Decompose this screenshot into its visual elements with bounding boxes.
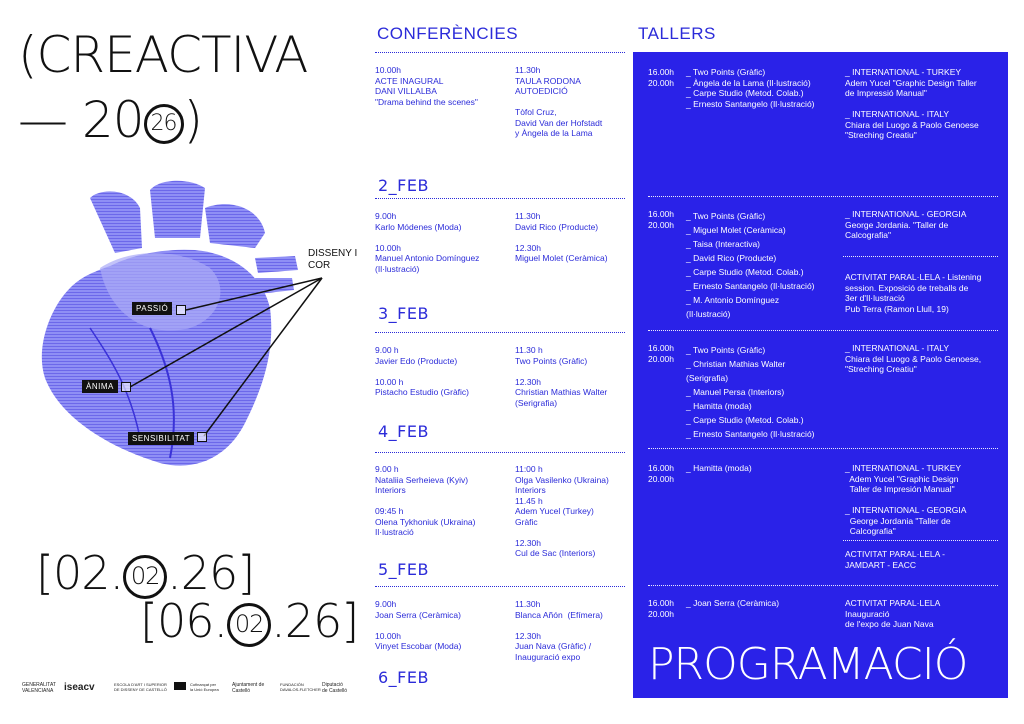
taller-list: _ Two Points (Gràfic) _ Àngela de la Lama (Il·lustració) _ Carpe Studio (Metod. Colab.) _ Ernesto Santangelo (Il·lustració) [686, 67, 815, 109]
title-line-1: (CREACTIVA [18, 26, 308, 84]
taller-list: _ Joan Serra (Ceràmica) [686, 598, 780, 608]
logo-generalitat: GENERALITAT VALENCIANA [22, 682, 56, 694]
taller-international: _ INTERNATIONAL - TURKEY Adem Yucel "Graphic Design Taller de Impressió Manual" _ INTERNATIONAL - ITALY Chiara del Luogo & Paolo Genoese "Streching Creatiu" [845, 67, 979, 140]
tallers-header: TALLERS [638, 24, 716, 43]
divider [375, 452, 625, 453]
day-label-5feb: 5_FEB [378, 560, 429, 579]
taller-time: 16.00h 20.00h [648, 598, 674, 619]
tag-box-anima [121, 382, 131, 392]
taller-time: 16.00h 20.00h [648, 343, 674, 364]
conf-day3-left: 9.00h Karlo Módenes (Moda) 10.00h Manuel Antonio Domínguez (Il·lustració) [375, 211, 480, 274]
divider [843, 256, 998, 257]
taller-international: ACTIVITAT PARAL·LELA Inauguració de l'expo de Juan Nava [845, 598, 941, 629]
logo-eu: Cofinançat per la Unió Europea [190, 682, 219, 692]
conf-day2-right: 11.30h TAULA RODONA AUTOEDICIÓ Tòfol Cruz, David Van der Hofstadt y Àngela de la Lama [515, 65, 603, 138]
day-label-6feb: 6_FEB [378, 668, 429, 687]
taller-international: _ INTERNATIONAL - ITALY Chiara del Luogo & Paolo Genoese, "Streching Creatiu" [845, 343, 982, 374]
divider [375, 332, 625, 333]
divider [648, 330, 998, 331]
disseny-label: DISSENY I COR [308, 248, 358, 271]
heart-illustration [30, 178, 360, 478]
divider [375, 52, 625, 53]
taller-time: 16.00h 20.00h [648, 67, 674, 88]
divider [843, 540, 998, 541]
logo-diputacio: Diputació de Castelló [322, 682, 348, 694]
title-line-2: — 20 26 ) [18, 91, 203, 149]
divider [648, 448, 998, 449]
conf-day4-left: 9.00 h Javier Edo (Producte) 10.00 h Pistacho Estudio (Gràfic) [375, 345, 470, 397]
logo-iseacv: iseacv [64, 682, 95, 693]
conf-day6-left: 9.00h Joan Serra (Ceràmica) 10.00h Vinyet Escobar (Moda) [375, 599, 462, 651]
taller-list: _ Two Points (Gràfic) _ Miguel Molet (Ceràmica) _ Taisa (Interactiva) _ David Rico (Producte) _ Carpe Studio (Metod. Colab.) _ Ernesto Santangelo (Il·lustració) _ M. Antonio Domínguez (Il·lustració) [686, 211, 815, 319]
conf-day5-right: 11:00 h Olga Vasilenko (Ukraina) Interiors 11.45 h Adem Yucel (Turkey) Gràfic 12.30h Cul de Sac (Interiors) [515, 464, 609, 558]
divider [648, 196, 998, 197]
conf-day4-right: 11.30 h Two Points (Gràfic) 12.30h Christian Mathias Walter (Serigrafia) [515, 345, 608, 408]
sponsor-logos [22, 682, 362, 702]
divider [375, 198, 625, 199]
taller-parallel-activity: ACTIVITAT PARAL·LELA - JAMDART - EACC [845, 549, 945, 570]
conf-day6-right: 11.30h Blanca Añón (Efímera) 12.30h Juan Nava (Gràfic) / Inauguració expo [515, 599, 603, 662]
taller-list: _ Hamitta (moda) [686, 463, 752, 473]
date-end: [06. 02 .26] [140, 594, 359, 648]
date-end-circle: 02 [227, 603, 271, 647]
tag-box-sensibilitat [197, 432, 207, 442]
taller-parallel-activity: ACTIVITAT PARAL·LELA - Listening session. Exposició de treballs de 3er d'Il·lustració Pub Terra (Ramon Llull, 19) [845, 272, 982, 314]
taller-list: _ Two Points (Gràfic) _ Christian Mathias Walter (Serigrafia) _ Manuel Persa (Interiors) _ Hamitta (moda) _ Carpe Studio (Metod. Colab.) _ Ernesto Santangelo (Il·lustració) [686, 345, 815, 439]
divider [375, 586, 625, 587]
conf-day3-right: 11.30h David Rico (Producte) 12.30h Miguel Molet (Ceràmica) [515, 211, 608, 263]
day-label-4feb: 4_FEB [378, 422, 429, 441]
tag-sensibilitat: SENSIBILITAT [128, 432, 194, 445]
tag-anima: ÀNIMA [82, 380, 118, 393]
logo-fundacion: FUNDACIÓN DAVALOS-FLETCHER [280, 682, 321, 692]
date-start-circle: 02 [123, 555, 167, 599]
logo-escola: ESCOLA D'ART I SUPERIOR DE DISSENY DE CASTELLÓ [114, 682, 167, 692]
logo-eu-flag [174, 682, 186, 690]
taller-international: _ INTERNATIONAL - GEORGIA George Jordania. "Taller de Calcografia" [845, 209, 967, 240]
conf-day2-left: 10.00h ACTE INAGURAL DANI VILLALBA "Drama behind the scenes" [375, 65, 478, 107]
taller-international: _ INTERNATIONAL - TURKEY Adem Yucel "Graphic Design Taller de Impresión Manual" _ INTERNATIONAL - GEORGIA George Jordania "Taller de Calcografia" [845, 463, 967, 536]
conferencies-header: CONFERÈNCIES [377, 24, 519, 43]
date-start: [02. 02 .26] [36, 546, 255, 600]
programacio-title: PROGRAMACIÓ [648, 639, 968, 690]
day-label-3feb: 3_FEB [378, 304, 429, 323]
tag-passio: PASSIÓ [132, 302, 172, 315]
tag-box-passio [176, 305, 186, 315]
taller-time: 16.00h 20.00h [648, 209, 674, 230]
year-circle: 26 [144, 104, 184, 144]
divider [648, 585, 998, 586]
taller-time: 16.00h 20.00h [648, 463, 674, 484]
day-label-2feb: 2_FEB [378, 176, 429, 195]
logo-ajuntament: Ajuntament de Castelló [232, 682, 265, 694]
heart-image [30, 178, 360, 478]
conf-day5-left: 9.00 h Nataliia Serheieva (Kyiv) Interiors 09:45 h Olena Tykhoniuk (Ukraina) Il·lustració [375, 464, 476, 537]
